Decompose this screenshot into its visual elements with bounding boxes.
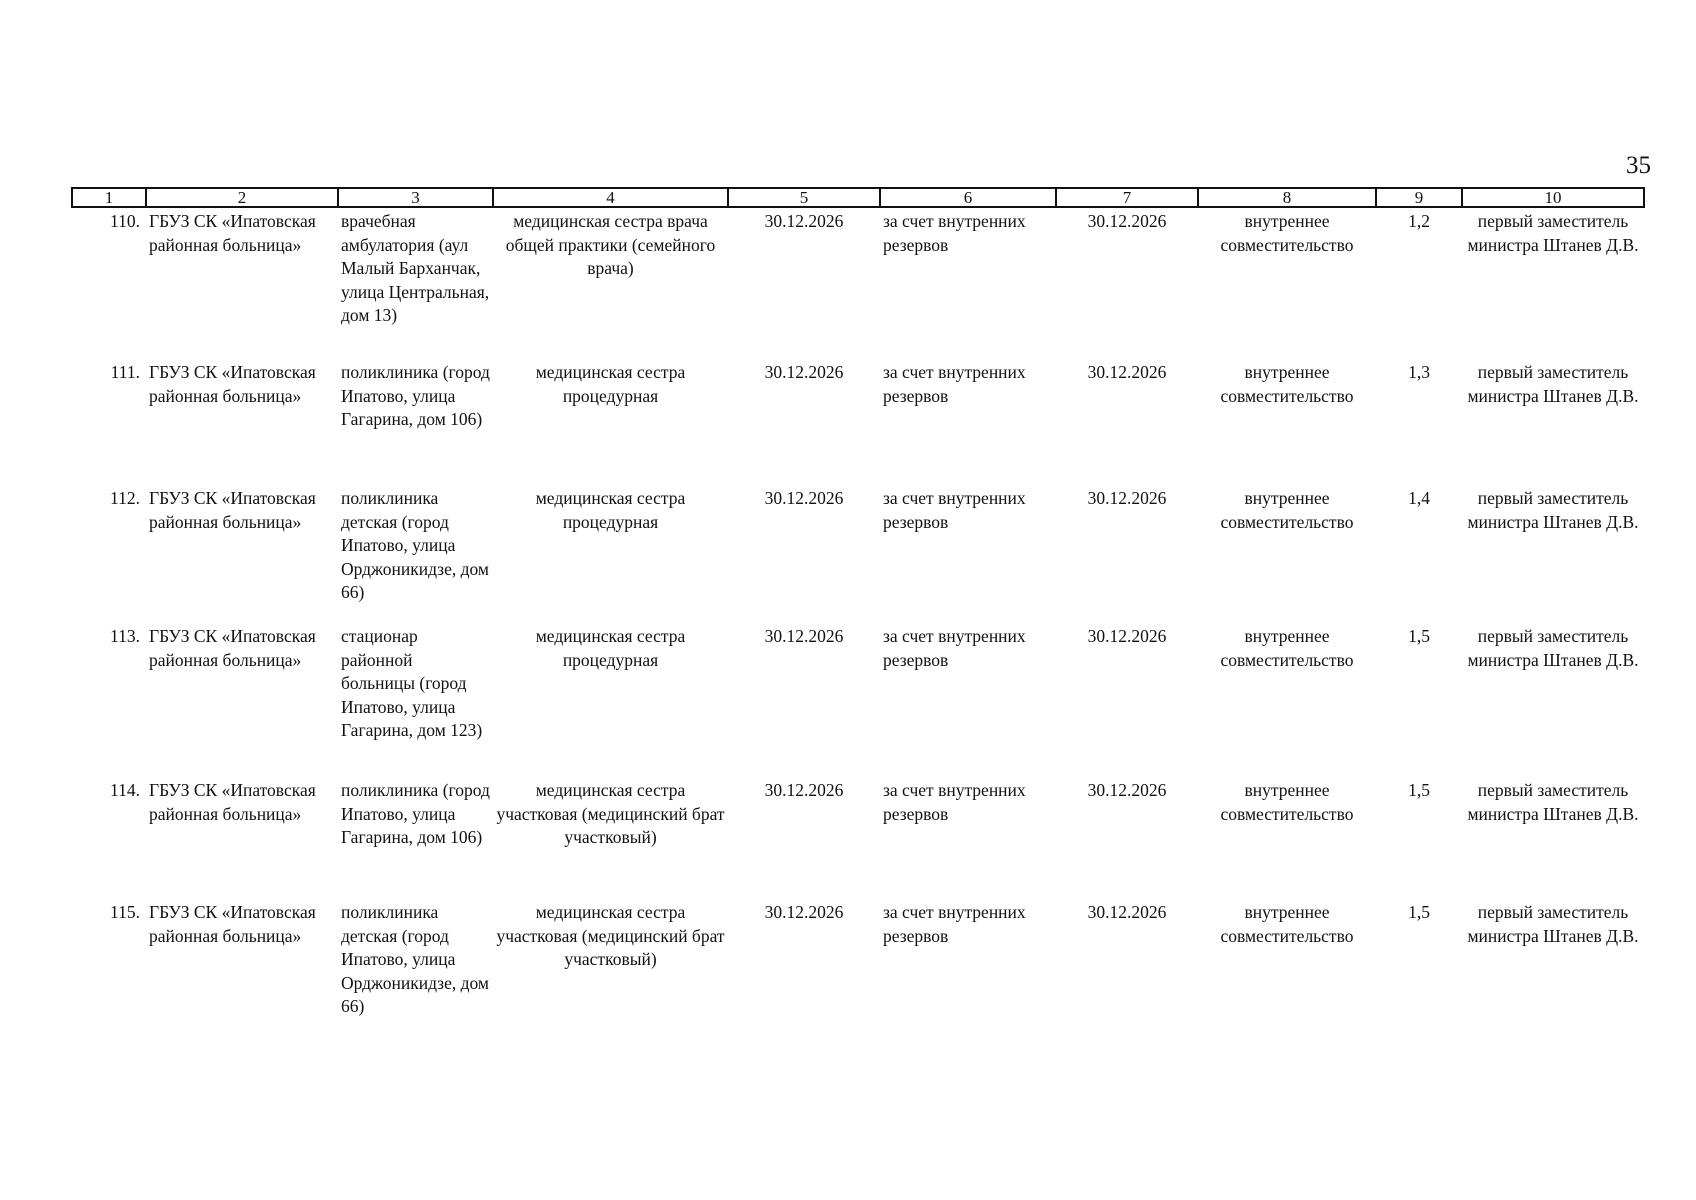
- funding-source-cell: за счет внутренних резервов: [883, 780, 1026, 824]
- employment-type-cell: внутреннее совместительство: [1220, 626, 1354, 670]
- date-cell: 30.12.2026: [764, 626, 844, 646]
- funding-source-cell: за счет внутренних резервов: [883, 488, 1026, 532]
- position-cell: медицинская сестра участковая (медицинский брат участковый): [496, 902, 725, 969]
- date-cell: 30.12.2026: [1087, 780, 1167, 800]
- funding-source-cell: за счет внутренних резервов: [883, 902, 1026, 946]
- date-cell: 30.12.2026: [1087, 626, 1167, 646]
- unit-cell: поликлиника детская (город Ипатово, улица Орджоникидзе, дом 66): [341, 488, 490, 602]
- organization-cell: ГБУЗ СК «Ипатовская районная больница»: [149, 488, 316, 532]
- position-cell: медицинская сестра врача общей практики (семейного врача): [505, 211, 716, 278]
- organization-cell: ГБУЗ СК «Ипатовская районная больница»: [149, 362, 316, 406]
- date-cell: 30.12.2026: [1087, 211, 1167, 231]
- responsible-cell: первый заместитель министра Штанев Д.В.: [1467, 362, 1639, 406]
- organization-cell: ГБУЗ СК «Ипатовская районная больница»: [149, 902, 316, 946]
- row-number: 110.: [110, 211, 140, 231]
- column-header-9: 9: [1376, 188, 1462, 207]
- row-number: 111.: [110, 362, 140, 382]
- date-cell: 30.12.2026: [764, 211, 844, 231]
- organization-cell: ГБУЗ СК «Ипатовская районная больница»: [149, 780, 316, 824]
- document-table: [71, 187, 1645, 1027]
- column-header-10: 10: [1462, 188, 1644, 207]
- organization-cell: ГБУЗ СК «Ипатовская районная больница»: [149, 626, 316, 670]
- unit-cell: поликлиника (город Ипатово, улица Гагарина, дом 106): [341, 362, 490, 429]
- employment-type-cell: внутреннее совместительство: [1220, 362, 1354, 406]
- position-cell: медицинская сестра процедурная: [535, 488, 686, 532]
- column-header-8: 8: [1198, 188, 1376, 207]
- responsible-cell: первый заместитель министра Штанев Д.В.: [1467, 488, 1639, 532]
- unit-cell: поликлиника (город Ипатово, улица Гагарина, дом 106): [341, 780, 490, 847]
- column-header-7: 7: [1056, 188, 1198, 207]
- position-cell: медицинская сестра процедурная: [535, 362, 686, 406]
- unit-cell: поликлиника детская (город Ипатово, улица Орджоникидзе, дом 66): [341, 902, 490, 1016]
- row-number: 113.: [110, 626, 140, 646]
- date-cell: 30.12.2026: [764, 362, 844, 382]
- date-cell: 30.12.2026: [1087, 902, 1167, 922]
- table-row: [72, 361, 1644, 487]
- funding-source-cell: за счет внутренних резервов: [883, 626, 1026, 670]
- row-number: 115.: [110, 902, 140, 922]
- page-number: 35: [1626, 152, 1651, 179]
- date-cell: 30.12.2026: [1087, 362, 1167, 382]
- table-body: [72, 207, 1644, 1027]
- rate-cell: 1,4: [1408, 488, 1430, 508]
- rate-cell: 1,3: [1408, 362, 1430, 382]
- employment-type-cell: внутреннее совместительство: [1220, 780, 1354, 824]
- header-row: [72, 188, 1644, 207]
- organization-cell: ГБУЗ СК «Ипатовская районная больница»: [149, 211, 316, 255]
- responsible-cell: первый заместитель министра Штанев Д.В.: [1467, 626, 1639, 670]
- responsible-cell: первый заместитель министра Штанев Д.В.: [1467, 902, 1639, 946]
- column-header-3: 3: [338, 188, 493, 207]
- date-cell: 30.12.2026: [764, 902, 844, 922]
- employment-type-cell: внутреннее совместительство: [1220, 488, 1354, 532]
- table-row: [72, 901, 1644, 1027]
- table-row: [72, 207, 1644, 361]
- column-header-5: 5: [728, 188, 880, 207]
- responsible-cell: первый заместитель министра Штанев Д.В.: [1467, 211, 1639, 255]
- rate-cell: 1,2: [1408, 211, 1430, 231]
- table-header: [72, 188, 1644, 207]
- table-row: [72, 779, 1644, 901]
- position-cell: медицинская сестра участковая (медицинский брат участковый): [496, 780, 725, 847]
- row-number: 114.: [110, 780, 140, 800]
- rate-cell: 1,5: [1408, 902, 1430, 922]
- employment-type-cell: внутреннее совместительство: [1220, 902, 1354, 946]
- date-cell: 30.12.2026: [764, 488, 844, 508]
- rate-cell: 1,5: [1408, 780, 1430, 800]
- column-header-6: 6: [880, 188, 1056, 207]
- employment-type-cell: внутреннее совместительство: [1220, 211, 1354, 255]
- date-cell: 30.12.2026: [1087, 488, 1167, 508]
- column-header-2: 2: [146, 188, 338, 207]
- funding-source-cell: за счет внутренних резервов: [883, 362, 1026, 406]
- date-cell: 30.12.2026: [764, 780, 844, 800]
- rate-cell: 1,5: [1408, 626, 1430, 646]
- column-header-4: 4: [493, 188, 728, 207]
- position-cell: медицинская сестра процедурная: [535, 626, 686, 670]
- table-row: [72, 625, 1644, 779]
- column-header-1: 1: [72, 188, 146, 207]
- unit-cell: стационар районной больницы (город Ипатово, улица Гагарина, дом 123): [341, 626, 483, 740]
- table-row: [72, 487, 1644, 625]
- row-number: 112.: [110, 488, 140, 508]
- responsible-cell: первый заместитель министра Штанев Д.В.: [1467, 780, 1639, 824]
- unit-cell: врачебная амбулатория (аул Малый Барханчак, улица Центральная, дом 13): [341, 211, 490, 325]
- funding-source-cell: за счет внутренних резервов: [883, 211, 1026, 255]
